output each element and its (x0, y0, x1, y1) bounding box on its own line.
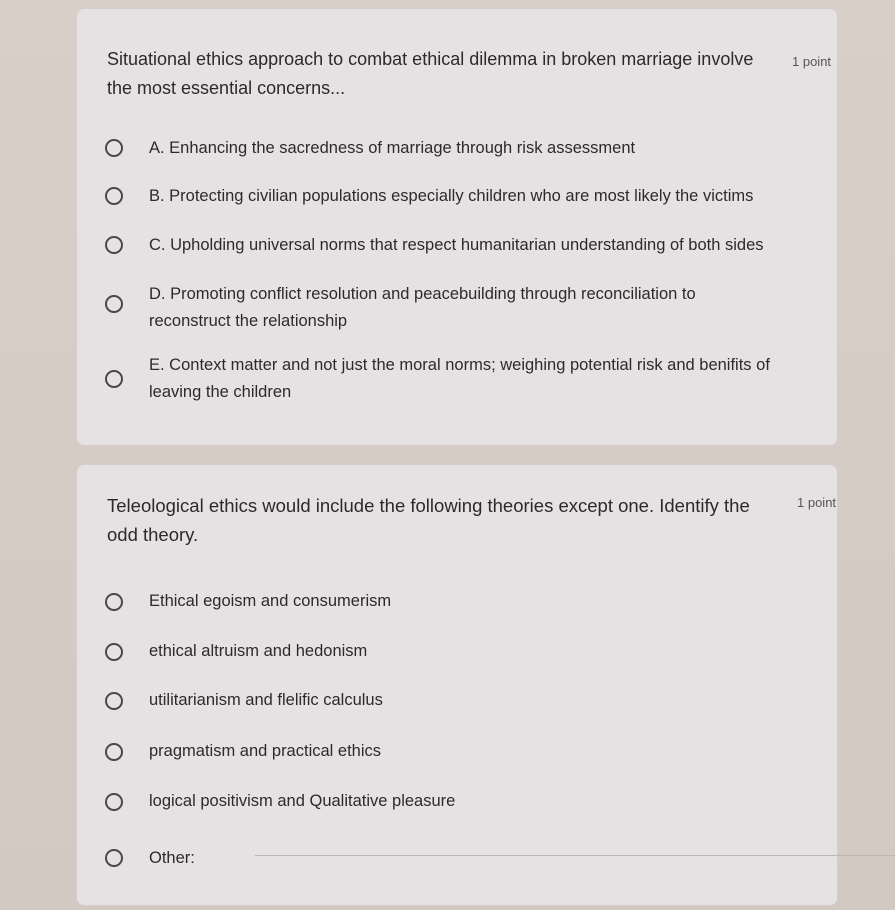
question-title: Situational ethics approach to combat ethical dilemma in broken marriage involve the most essential concerns... (107, 49, 754, 98)
option-label: pragmatism and practical ethics (149, 742, 382, 760)
points-label: 1 point (797, 495, 837, 510)
radio-button[interactable] (105, 849, 123, 867)
option-label: E. Context matter and not just the moral norms; weighing potential risk and benifits of leaving the children (149, 356, 770, 401)
radio-button[interactable] (105, 370, 123, 388)
option-label: utilitarianism and flelific calculus (149, 691, 383, 709)
option-label: A. Enhancing the sacredness of marriage through risk assessment (149, 139, 636, 157)
radio-button[interactable] (105, 643, 123, 661)
radio-button[interactable] (105, 793, 123, 811)
option-label: Other: (149, 849, 195, 867)
radio-button[interactable] (105, 295, 123, 313)
radio-button[interactable] (105, 692, 123, 710)
question-title: Teleological ethics would include the following theories except one. Identify the odd theory. (107, 495, 750, 545)
points-label: 1 point (792, 54, 832, 69)
question-card-1 (76, 8, 838, 446)
option-label: logical positivism and Qualitative pleasure (149, 792, 456, 810)
radio-button[interactable] (105, 187, 123, 205)
radio-button[interactable] (105, 743, 123, 761)
question-card-2 (76, 464, 838, 906)
radio-button[interactable] (105, 236, 123, 254)
option-label: C. Upholding universal norms that respect humanitarian understanding of both sides (149, 236, 764, 254)
other-text-input[interactable] (255, 855, 895, 856)
option-label: ethical altruism and hedonism (149, 642, 368, 660)
option-label: D. Promoting conflict resolution and peacebuilding through reconciliation to reconstruct the relationship (149, 285, 696, 330)
option-label: B. Protecting civilian populations especially children who are most likely the victims (149, 187, 754, 205)
radio-button[interactable] (105, 139, 123, 157)
option-label: Ethical egoism and consumerism (149, 592, 392, 610)
radio-button[interactable] (105, 593, 123, 611)
